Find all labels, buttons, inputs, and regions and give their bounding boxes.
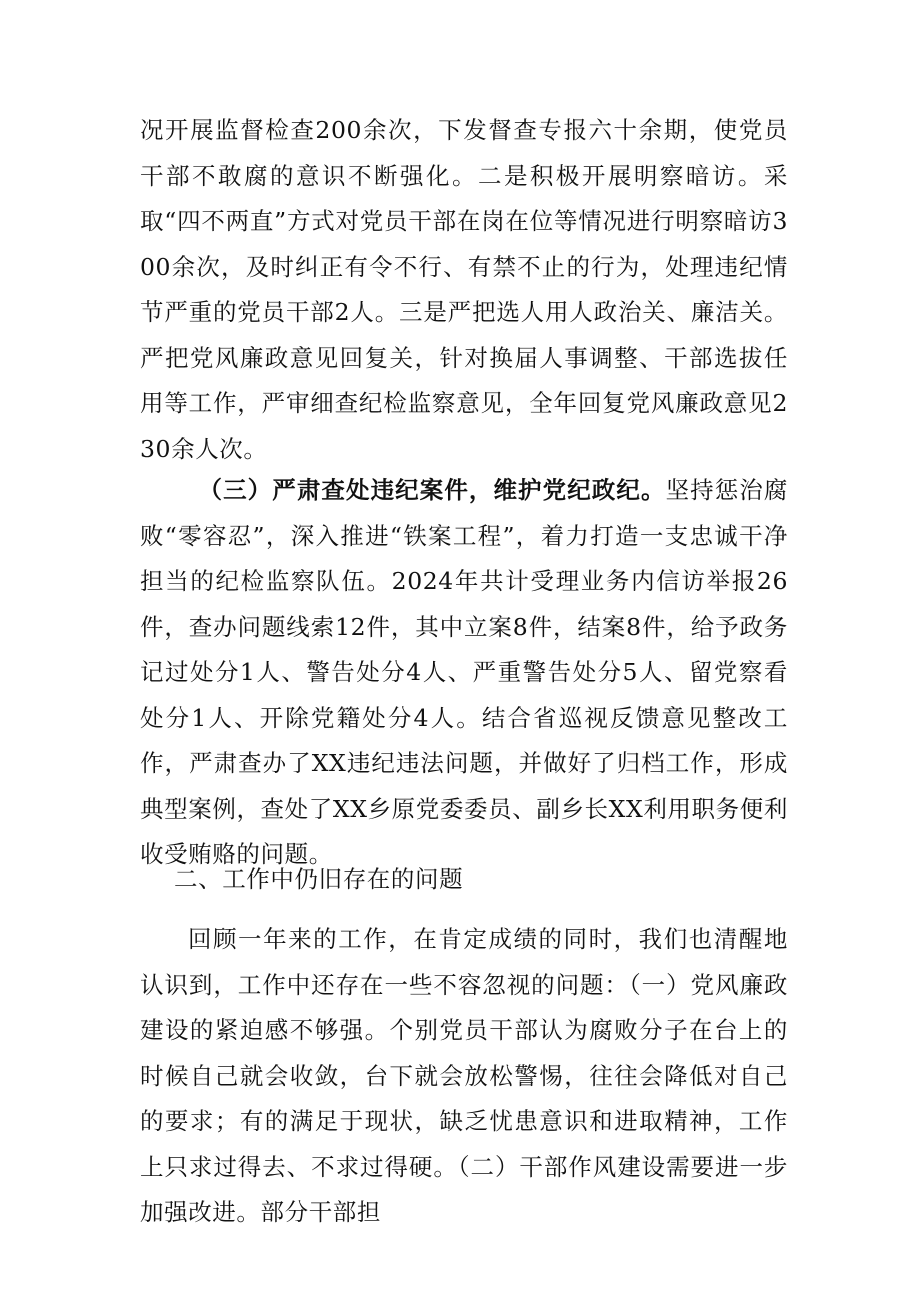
body-paragraph-2: [140, 468, 788, 878]
body-paragraph-1: 况开展监督检查200余次，下发督查专报六十余期，使党员干部不敢腐的意识不断强化。二是积极开展明察暗访。采取“四不两直”方式对党员干部在岗在位等情况进行明察暗访300余次，及时纠正有令不行、有禁不止的行为，处理违纪情节严重的党员干部2人。三是严把选人用人政治关、廉洁关。严把党风廉政意见回复关，针对换届人事调整、干部选拔任用等工作，严审细查纪检监察意见，全年回复党风廉政意见230余人次。: [140, 116, 788, 463]
section-heading: 二、工作中仍旧存在的问题: [174, 865, 464, 893]
paragraph-2-lead-heading: （三）严肃查处违纪案件，维护党纪政纪。: [198, 476, 666, 504]
paragraph-3-text: 回顾一年来的工作，在肯定成绩的同时，我们也清醒地认识到，工作中还存在一些不容忽视的问题：（一）党风廉政建设的紧迫感不够强。个别党员干部认为腐败分子在台上的时候自己就会收敛，台下就会放松警惕，往往会降低对自己的要求；有的满足于现状，缺乏忧患意识和进取精神，工作上只求过得去、不求过得硬。（二）干部作风建设需要进一步加强改进。部分干部担: [140, 925, 788, 1226]
paragraph-2-body-text: 坚持惩治腐败“零容忍”，深入推进“铁案工程”，着力打造一支忠诚干净担当的纪检监察队伍。2024年共计受理业务内信访举报26件，查办问题线索12件，其中立案8件，结案8件，给予政务记过处分1人、警告处分4人、严重警告处分5人、留党察看处分1人、开除党籍处分4人。结合省巡视反馈意见整改工作，严肃查办了XX违纪违法问题，并做好了归档工作，形成典型案例，查处了XX乡原党委委员、副乡长XX利用职务便利收受贿赂的问题。: [140, 476, 788, 868]
body-paragraph-3: [140, 917, 788, 1236]
